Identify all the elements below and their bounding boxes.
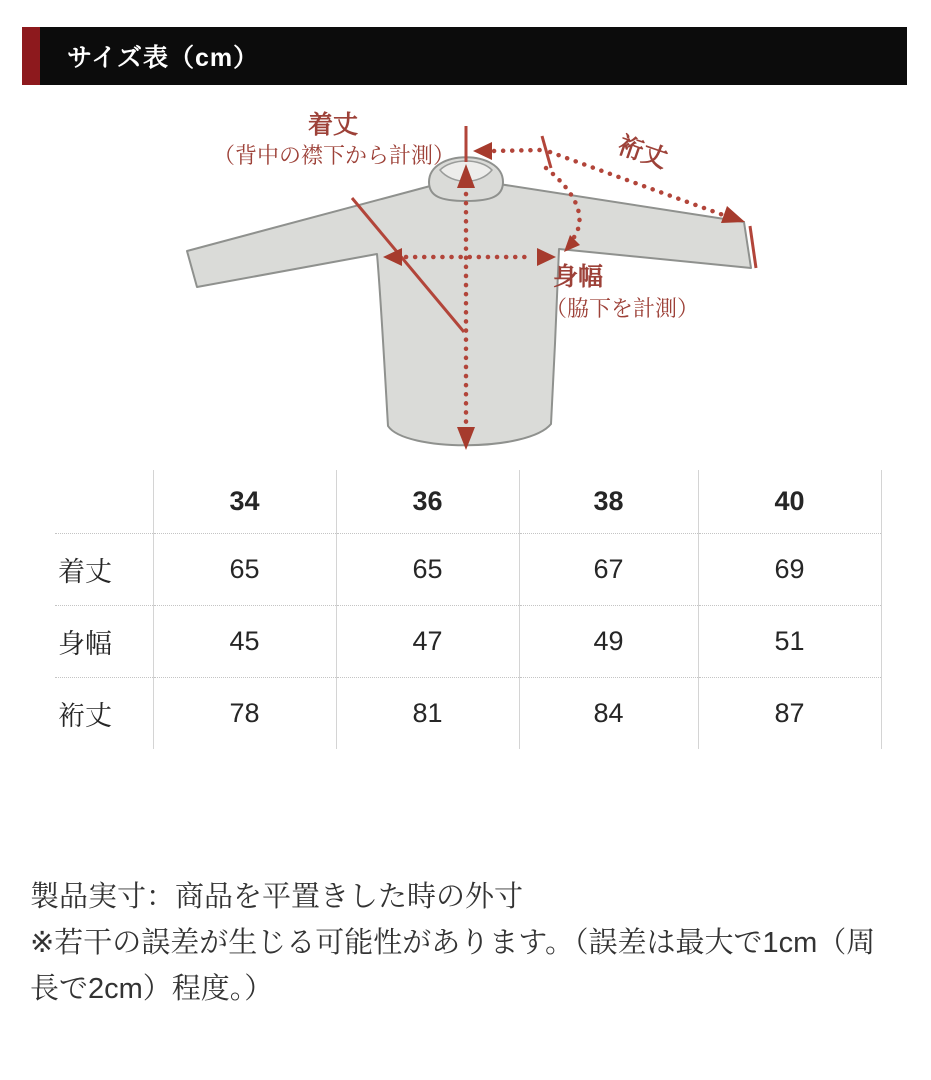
cell-value: 78	[153, 678, 336, 750]
sleeve-length-label: 裄丈	[614, 131, 671, 174]
row-label: 身幅	[55, 606, 153, 678]
cell-value: 67	[519, 534, 698, 606]
cell-value: 84	[519, 678, 698, 750]
body-length-label: 着丈	[307, 111, 359, 139]
size-table-header-row	[55, 470, 881, 534]
section-header	[22, 27, 907, 85]
table-row-body-width	[55, 606, 881, 678]
cell-value: 45	[153, 606, 336, 678]
row-label: 裄丈	[55, 678, 153, 750]
note-line-1: 製品実寸：商品を平置きした時の外寸	[30, 881, 524, 913]
sleeve-length-arrow-end	[721, 206, 745, 223]
body-width-label: 身幅	[553, 263, 604, 291]
size-column-header-38: 38	[519, 470, 698, 534]
measurement-diagram	[0, 85, 931, 470]
size-table	[55, 470, 882, 749]
size-table-corner-cell	[55, 470, 153, 534]
cell-value: 49	[519, 606, 698, 678]
measurement-notes	[30, 875, 897, 1012]
row-label: 着丈	[55, 534, 153, 606]
cell-value: 65	[153, 534, 336, 606]
page-title: サイズ表（cm）	[67, 44, 260, 72]
size-chart-page	[0, 27, 931, 1080]
size-column-header-36: 36	[336, 470, 519, 534]
table-row-body-length	[55, 534, 881, 606]
note-line-2: ※若干の誤差が生じる可能性があります。（誤差は最大で1cm（周長で2cm）程度。）	[30, 926, 876, 1005]
cell-value: 47	[336, 606, 519, 678]
cell-value: 51	[698, 606, 881, 678]
cell-value: 69	[698, 534, 881, 606]
body-width-note: （脇下を計測）	[545, 296, 700, 321]
table-row-sleeve-length	[55, 678, 881, 750]
header-accent-bar	[22, 27, 40, 85]
size-column-header-34: 34	[153, 470, 336, 534]
body-length-note: （背中の襟下から計測）	[212, 143, 456, 168]
cell-value: 81	[336, 678, 519, 750]
size-column-header-40: 40	[698, 470, 881, 534]
cell-value: 65	[336, 534, 519, 606]
sleeve-length-line-horizontal	[494, 150, 541, 151]
cell-value: 87	[698, 678, 881, 750]
